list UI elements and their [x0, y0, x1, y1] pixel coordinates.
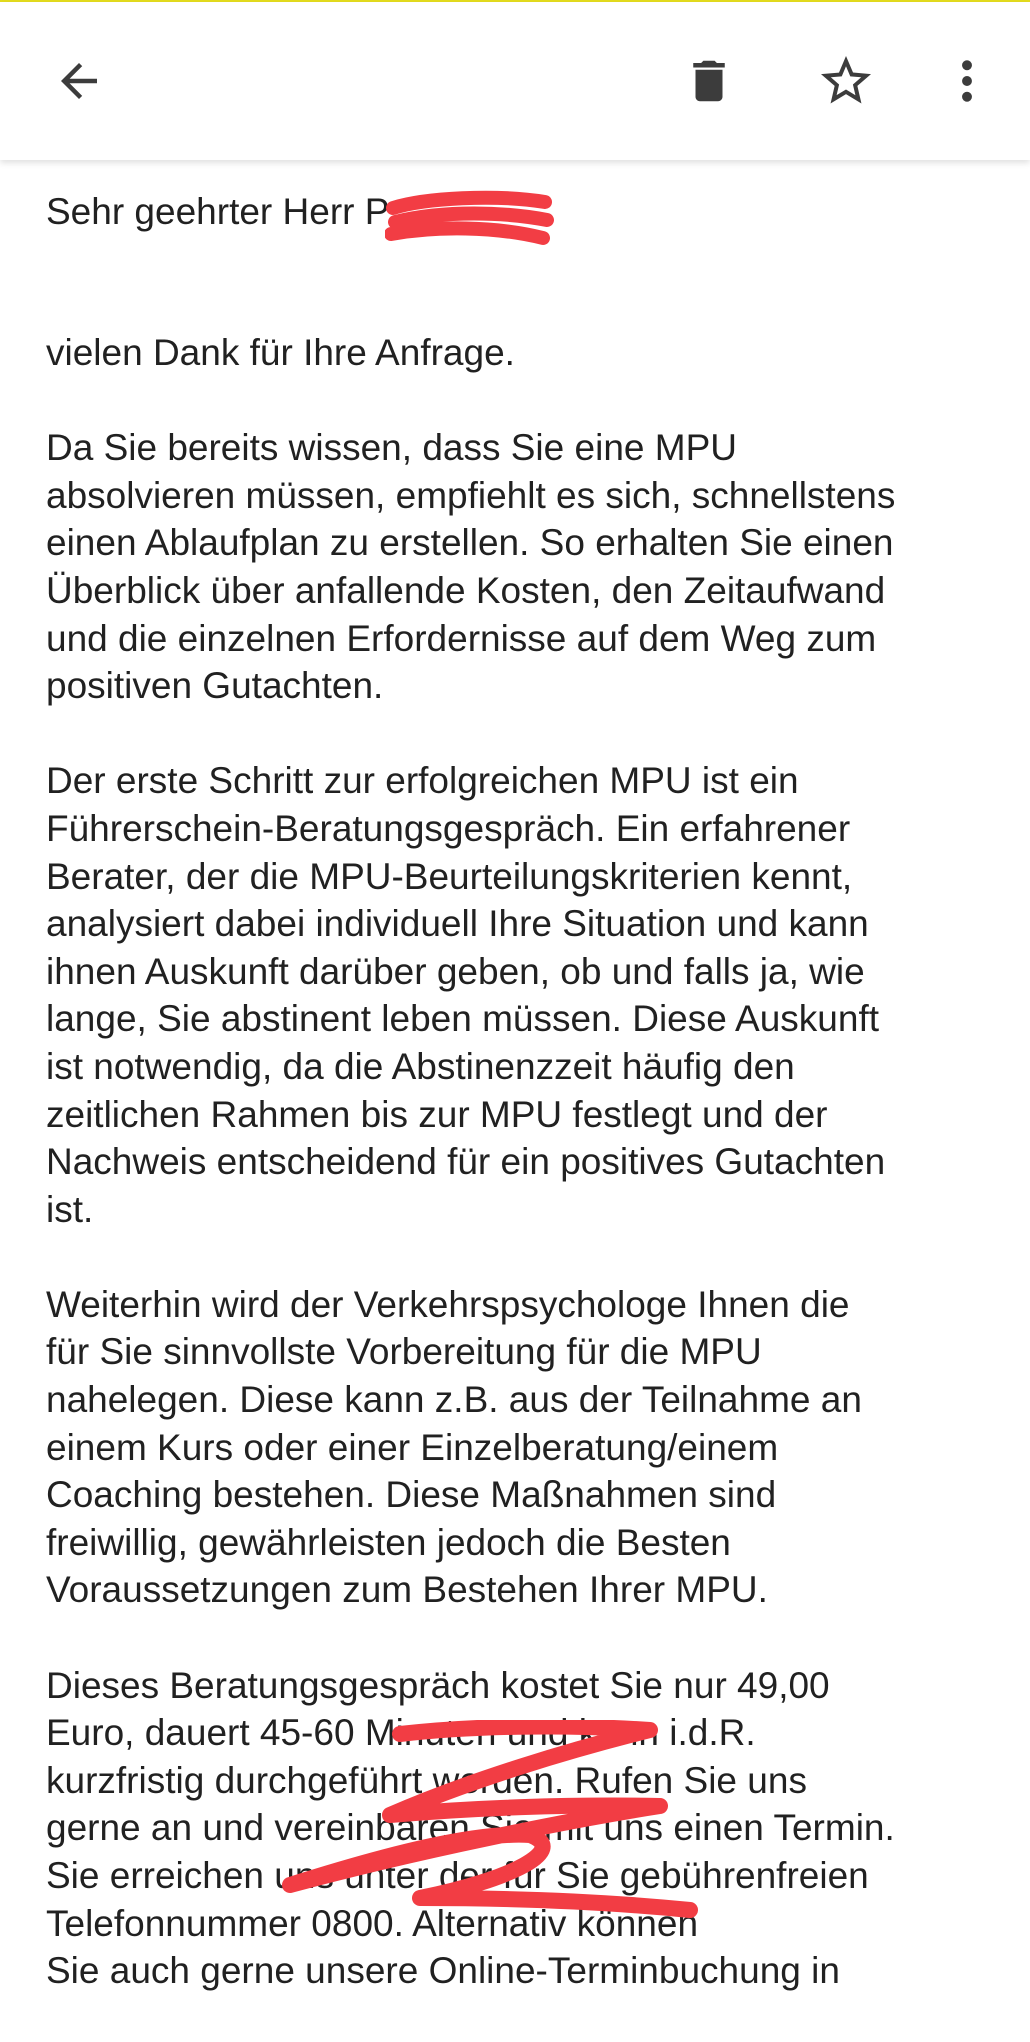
blank-gap [46, 236, 996, 329]
trash-icon [682, 54, 736, 108]
email-paragraph: Dieses Beratungsgespräch kostet Sie nur 49,00 Euro, dauert 45-60 Minuten und kann i.d.R. kurzfristig durchgeführt werden. Rufen Sie uns gerne an und vereinbaren Sie mit uns einen Termin. Sie erreichen uns unter der für Sie gebührenfreien Telefonnummer 0800. Alternativ können Sie auch gerne unsere Online-Terminbuchung in [46, 1664, 895, 1992]
more-options-button[interactable] [922, 36, 1012, 126]
email-greeting: Sehr geehrter Herr P [46, 191, 390, 232]
email-paragraph: Da Sie bereits wissen, dass Sie eine MPU absolvieren müssen, empfiehlt es sich, schnellstens einen Ablaufplan zu erstellen. So erhalten Sie einen Überblick über anfallende Kosten, den Zeitaufwand und die einzelnen Erfordernisse auf dem Weg zum positiven Gutachten. [46, 427, 896, 707]
delete-button[interactable] [664, 36, 754, 126]
email-paragraph: Weiterhin wird der Verkehrspsychologe Ihnen die für Sie sinnvollste Vorbereitung für die MPU nahelegen. Diese kann z.B. aus der Teilnahme an einem Kurs oder einer Einzelberatung/einem Coaching bestehen. Diese Maßnahmen sind freiwillig, gewährleisten jedoch die Besten Voraussetzungen zum Bestehen Ihrer MPU. [46, 1283, 862, 1611]
top-app-bar [0, 2, 1030, 160]
star-outline-icon [816, 51, 876, 111]
back-button[interactable] [34, 36, 124, 126]
greeting-line [46, 188, 996, 236]
email-paragraph: Der erste Schritt zur erfolgreichen MPU ist ein Führerschein-Beratungsgespräch. Ein erfahrener Berater, der die MPU-Beurteilungskriterien kennt, analysiert dabei individuell Ihre Situation und kann ihnen Auskunft darüber geben, ob und falls ja, wie lange, Sie abstinent leben müssen. Diese Auskunft ist notwendig, da die Abstinenzzeit häufig den zeitlichen Rahmen bis zur MPU festlegt und der Nachweis entscheidend für ein positives Gutachten ist. [46, 760, 886, 1230]
email-body [46, 188, 996, 2042]
star-button[interactable] [801, 36, 891, 126]
arrow-left-icon [52, 54, 106, 108]
more-vert-icon [940, 54, 994, 108]
email-thanks-line: vielen Dank für Ihre Anfrage. [46, 332, 515, 373]
